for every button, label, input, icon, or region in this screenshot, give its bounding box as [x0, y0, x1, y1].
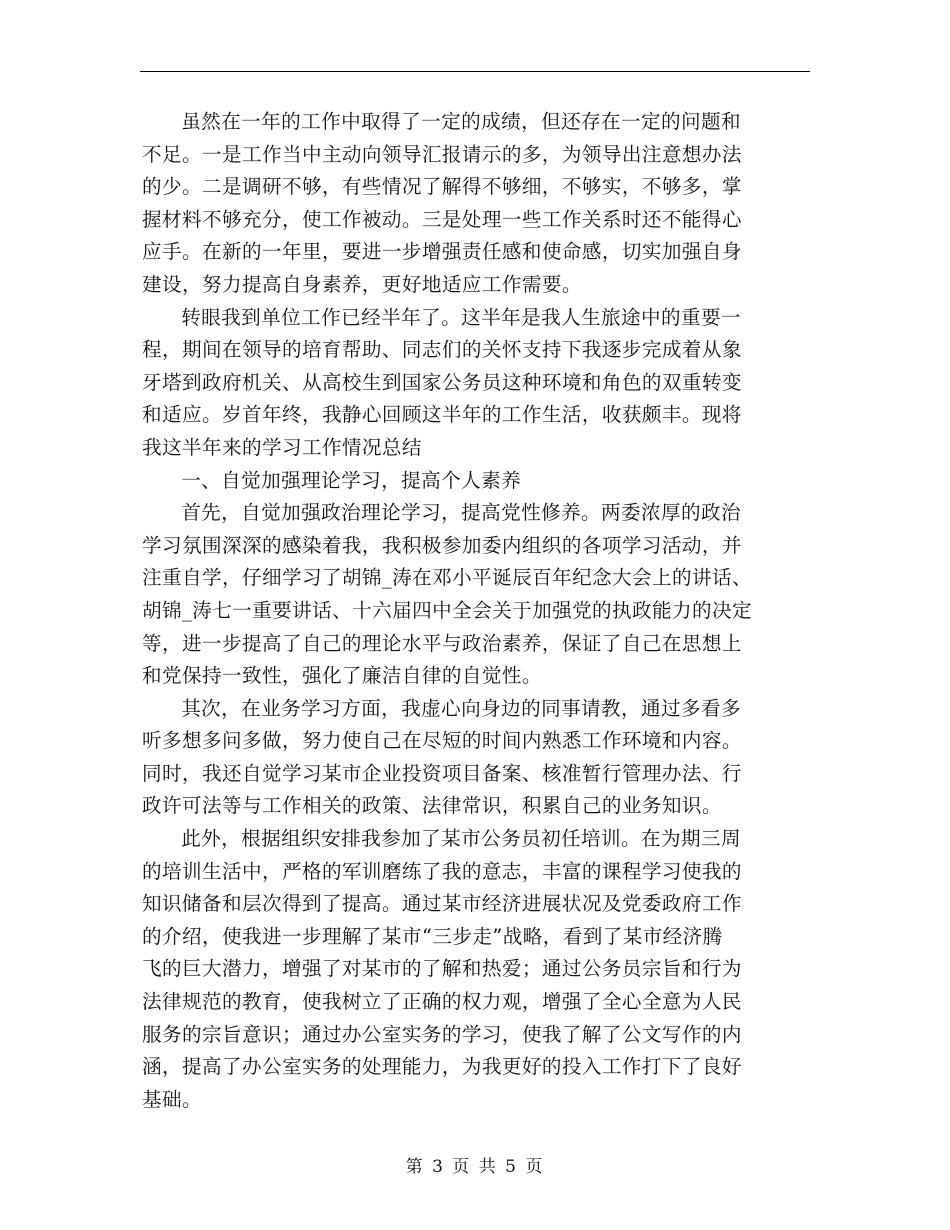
header-rule	[140, 71, 810, 72]
document-body	[142, 106, 812, 1116]
page-number: 第 3 页 共 5 页	[405, 1157, 545, 1177]
paragraph-training: 此外，根据组织安排我参加了某市公务员初任培训。在为期三周 的培训生活中，严格的军训磨练了我的意志，丰富的课程学习使我的 知识储备和层次得到了提高。通过某市经济进展状况及党委政府工作 的介绍，使我进一步理解了某市“三步走”战略，看到了某市经济腾 飞的巨大潜力，增强了对某市的了解和热爱；通过公务员宗旨和行为 法律规范的教育，使我树立了正确的权力观，增强了全心全意为人民 服务的宗旨意识；通过办公室实务的学习，使我了解了公文写作的内 涵，提高了办公室实务的处理能力，为我更好的投入工作打下了良好 基础。	[142, 827, 742, 1111]
paragraph-introduction: 转眼我到单位工作已经半年了。这半年是我人生旅途中的重要一 程，期间在领导的培育帮助、同志们的关怀支持下我逐步完成着从象 牙塔到政府机关、从高校生到国家公务员这种环境和角色的双重转变 和适应。岁首年终，我静心回顾这半年的工作生活，收获颇丰。现将 我这半年来的学习工作情况总结	[142, 305, 742, 459]
paragraph-business-study: 其次，在业务学习方面，我虚心向身边的同事请教，通过多看多 听多想多问多做，努力使自己在尽短的时间内熟悉工作环境和内容。 同时，我还自觉学习某市企业投资项目备案、核准暂行管理办法、行 政许可法等与工作相关的政策、法律常识，积累自己的业务知识。	[142, 696, 742, 818]
paragraph-shortcomings: 虽然在一年的工作中取得了一定的成绩，但还存在一定的问题和 不足。一是工作当中主动向领导汇报请示的多，为领导出注意想办法 的少。二是调研不够，有些情况了解得不够细，不够实，不够多，掌 握材料不够充分，使工作被动。三是处理一些工作关系时还不能得心 应手。在新的一年里，要进一步增强责任感和使命感，切实加强自身 建设，努力提高自身素养，更好地适应工作需要。	[142, 110, 742, 296]
section-heading-theory-study: 一、自觉加强理论学习，提高个人素养	[181, 468, 522, 492]
paragraph-political-study: 首先，自觉加强政治理论学习，提高党性修养。两委浓厚的政治 学习氛围深深的感染着我，我积极参加委内组织的各项学习活动，并 注重自学，仔细学习了胡锦_涛在邓小平诞辰百年纪念大会上的讲话、 胡锦_涛七一重要讲话、十六届四中全会关于加强党的执政能力的决定 等，进一步提高了自己的理论水平与政治素养，保证了自己在思想上 和党保持一致性，强化了廉洁自律的自觉性。	[142, 501, 753, 688]
